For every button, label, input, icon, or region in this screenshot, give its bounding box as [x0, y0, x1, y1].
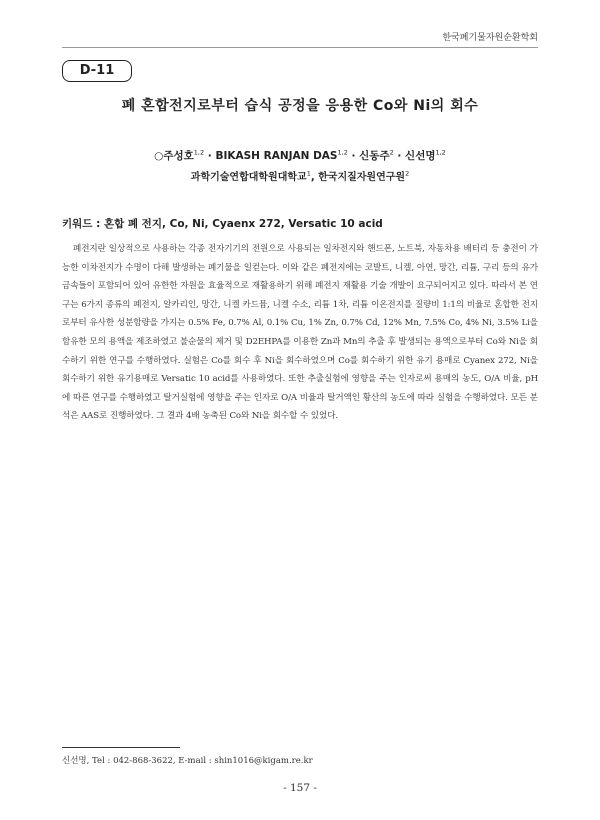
keywords-line: 키워드 : 혼합 폐 전지, Co, Ni, Cyaenx 272, Versatic 10 acid	[62, 218, 383, 230]
abstract-body: 폐전지란 일상적으로 사용하는 각종 전자기기의 전원으로 사용되는 일차전지와 핸드폰, 노트북, 자동차용 배터리 등 충전이 가능한 이차전지가 수명이 다해 발생하는 폐기물을 일컫는다. 이와 같은 폐전지에는 코발트, 니켈, 아연, 망간, 리튬, 구리 등의 유가금속들이 포함되어 있어 유한한 자원을 효율적으로 재활용하기 위해 폐전지 재활용 기술 개발이 요구되어지고 있다. 따라서 본 연구는 6가지 종류의 폐전지, 알카리인, 망간, 니켈 카드뮴, 니켈 수소, 리튬 1차, 리튬 이온전지를 질량비 1:1의 비율로 혼합한 전지로부터 유사한 성분함량을 가지는 0.5% Fe, 0.7% Al, 0.1% Cu, 1% Zn, 0.7% Cd, 12% Mn, 7.5% Co, 4% Ni, 3.5% Li을 함유한 모의 용액을 제조하였고 불순물의 제거 및 D2EHPA를 이용한 Zn과 Mn의 추출 후 발생되는 용액으로부터 Co와 Ni을 회수하기 위한 연구를 수행하였다. 실험은 Co를 회수 후 Ni을 회수하였으며 Co를 회수하기 위한 유기 용매로 Cyanex 272, Ni을 회수하기 위한 유기용매로 Versatic 10 acid를 사용하였다. 또한 추출실험에 영향을 주는 인자로써 용매의 농도, O/A 비율, pH에 따른 연구를 수행하였고 탈거실험에 영향을 주는 인자로 O/A 비율과 탈거액인 황산의 농도에 따라 실험을 수행하였다. 모든 분석은 AAS로 진행하였다. 그 결과 4배 농축된 Co와 Ni을 회수할 수 있었다.	[62, 244, 538, 422]
journal-org-header: 한국폐기물자원순환학회	[442, 33, 538, 43]
author-entry: ○주성호$^{1,2}$ ·	[154, 148, 216, 162]
author-entry: 신동주$^2$ ·	[359, 148, 406, 162]
page-number: - 157 -	[283, 782, 317, 794]
paper-code-badge: D-11	[62, 60, 132, 82]
author-entry: 신선명$^{1,2}$	[405, 148, 446, 162]
affiliation-list	[0, 168, 600, 183]
corresponding-author-footnote: 신선명, Tel : 042-868-3622, E-mail : shin1016@kigam.re.kr	[62, 756, 313, 766]
affiliation-entry: 과학기술연합대학원대학교$^1$,	[190, 169, 319, 183]
author-entry: BIKASH RANJAN DAS$^{1,2}$ ·	[215, 148, 360, 162]
header-divider	[62, 47, 538, 48]
author-list	[0, 148, 600, 163]
footnote-divider	[62, 747, 180, 748]
affiliation-entry: 한국지질자원연구원$^2$	[318, 169, 410, 183]
paper-title: 폐 혼합전지로부터 습식 공정을 응용한 Co와 Ni의 회수	[121, 98, 479, 114]
